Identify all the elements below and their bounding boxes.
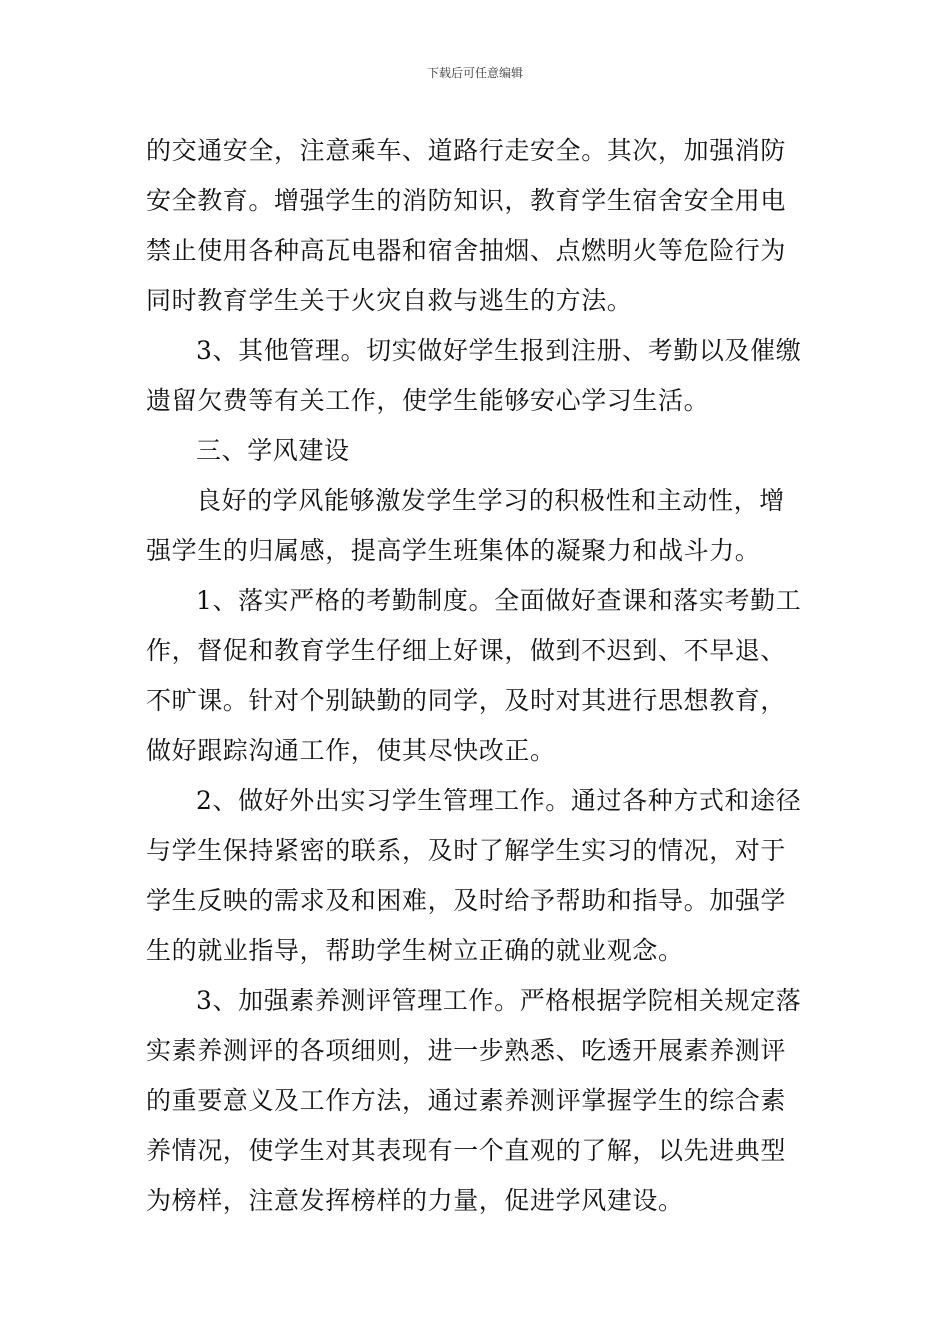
text-line: 良好的学风能够激发学生学习的积极性和主动性，增 bbox=[196, 486, 785, 515]
page-header: 下载后可任意编辑 bbox=[426, 66, 523, 80]
text-line: 为榜样，注意发挥榜样的力量，促进学风建设。 bbox=[146, 1186, 684, 1215]
text-line: 1、落实严格的考勤制度。全面做好查课和落实考勤工 bbox=[196, 586, 802, 615]
text-line: 的重要意义及工作方法，通过素养测评掌握学生的综合素 bbox=[146, 1086, 787, 1115]
text-line: 不旷课。针对个别缺勤的同学，及时对其进行思想教育， bbox=[146, 686, 787, 715]
text-line: 2、做好外出实习学生管理工作。通过各种方式和途径 bbox=[196, 786, 802, 815]
text-line: 作，督促和教育学生仔细上好课，做到不迟到、不早退、 bbox=[146, 636, 787, 665]
text-line: 做好跟踪沟通工作，使其尽快改正。 bbox=[146, 736, 556, 765]
text-line: 3、加强素养测评管理工作。严格根据学院相关规定落 bbox=[196, 986, 802, 1015]
text-line: 的交通安全，注意乘车、道路行走安全。其次，加强消防 bbox=[146, 136, 787, 165]
text-line: 与学生保持紧密的联系，及时了解学生实习的情况，对于 bbox=[146, 836, 787, 865]
text-line: 禁止使用各种高瓦电器和宿舍抽烟、点燃明火等危险行为 bbox=[146, 236, 787, 265]
text-line: 同时教育学生关于火灾自救与逃生的方法。 bbox=[146, 286, 633, 315]
text-line: 生的就业指导，帮助学生树立正确的就业观念。 bbox=[146, 936, 684, 965]
text-line: 养情况，使学生对其表现有一个直观的了解，以先进典型 bbox=[146, 1136, 787, 1165]
section-heading: 三、学风建设 bbox=[196, 436, 350, 465]
text-line: 安全教育。增强学生的消防知识，教育学生宿舍安全用电 bbox=[146, 186, 787, 215]
text-line: 3、其他管理。切实做好学生报到注册、考勤以及催缴 bbox=[196, 336, 802, 365]
text-line: 实素养测评的各项细则，进一步熟悉、吃透开展素养测评 bbox=[146, 1036, 787, 1065]
text-line: 遗留欠费等有关工作，使学生能够安心学习生活。 bbox=[146, 386, 710, 415]
text-line: 强学生的归属感，提高学生班集体的凝聚力和战斗力。 bbox=[146, 536, 761, 565]
text-line: 学生反映的需求及和困难，及时给予帮助和指导。加强学 bbox=[146, 886, 787, 915]
document-body bbox=[146, 126, 808, 1226]
